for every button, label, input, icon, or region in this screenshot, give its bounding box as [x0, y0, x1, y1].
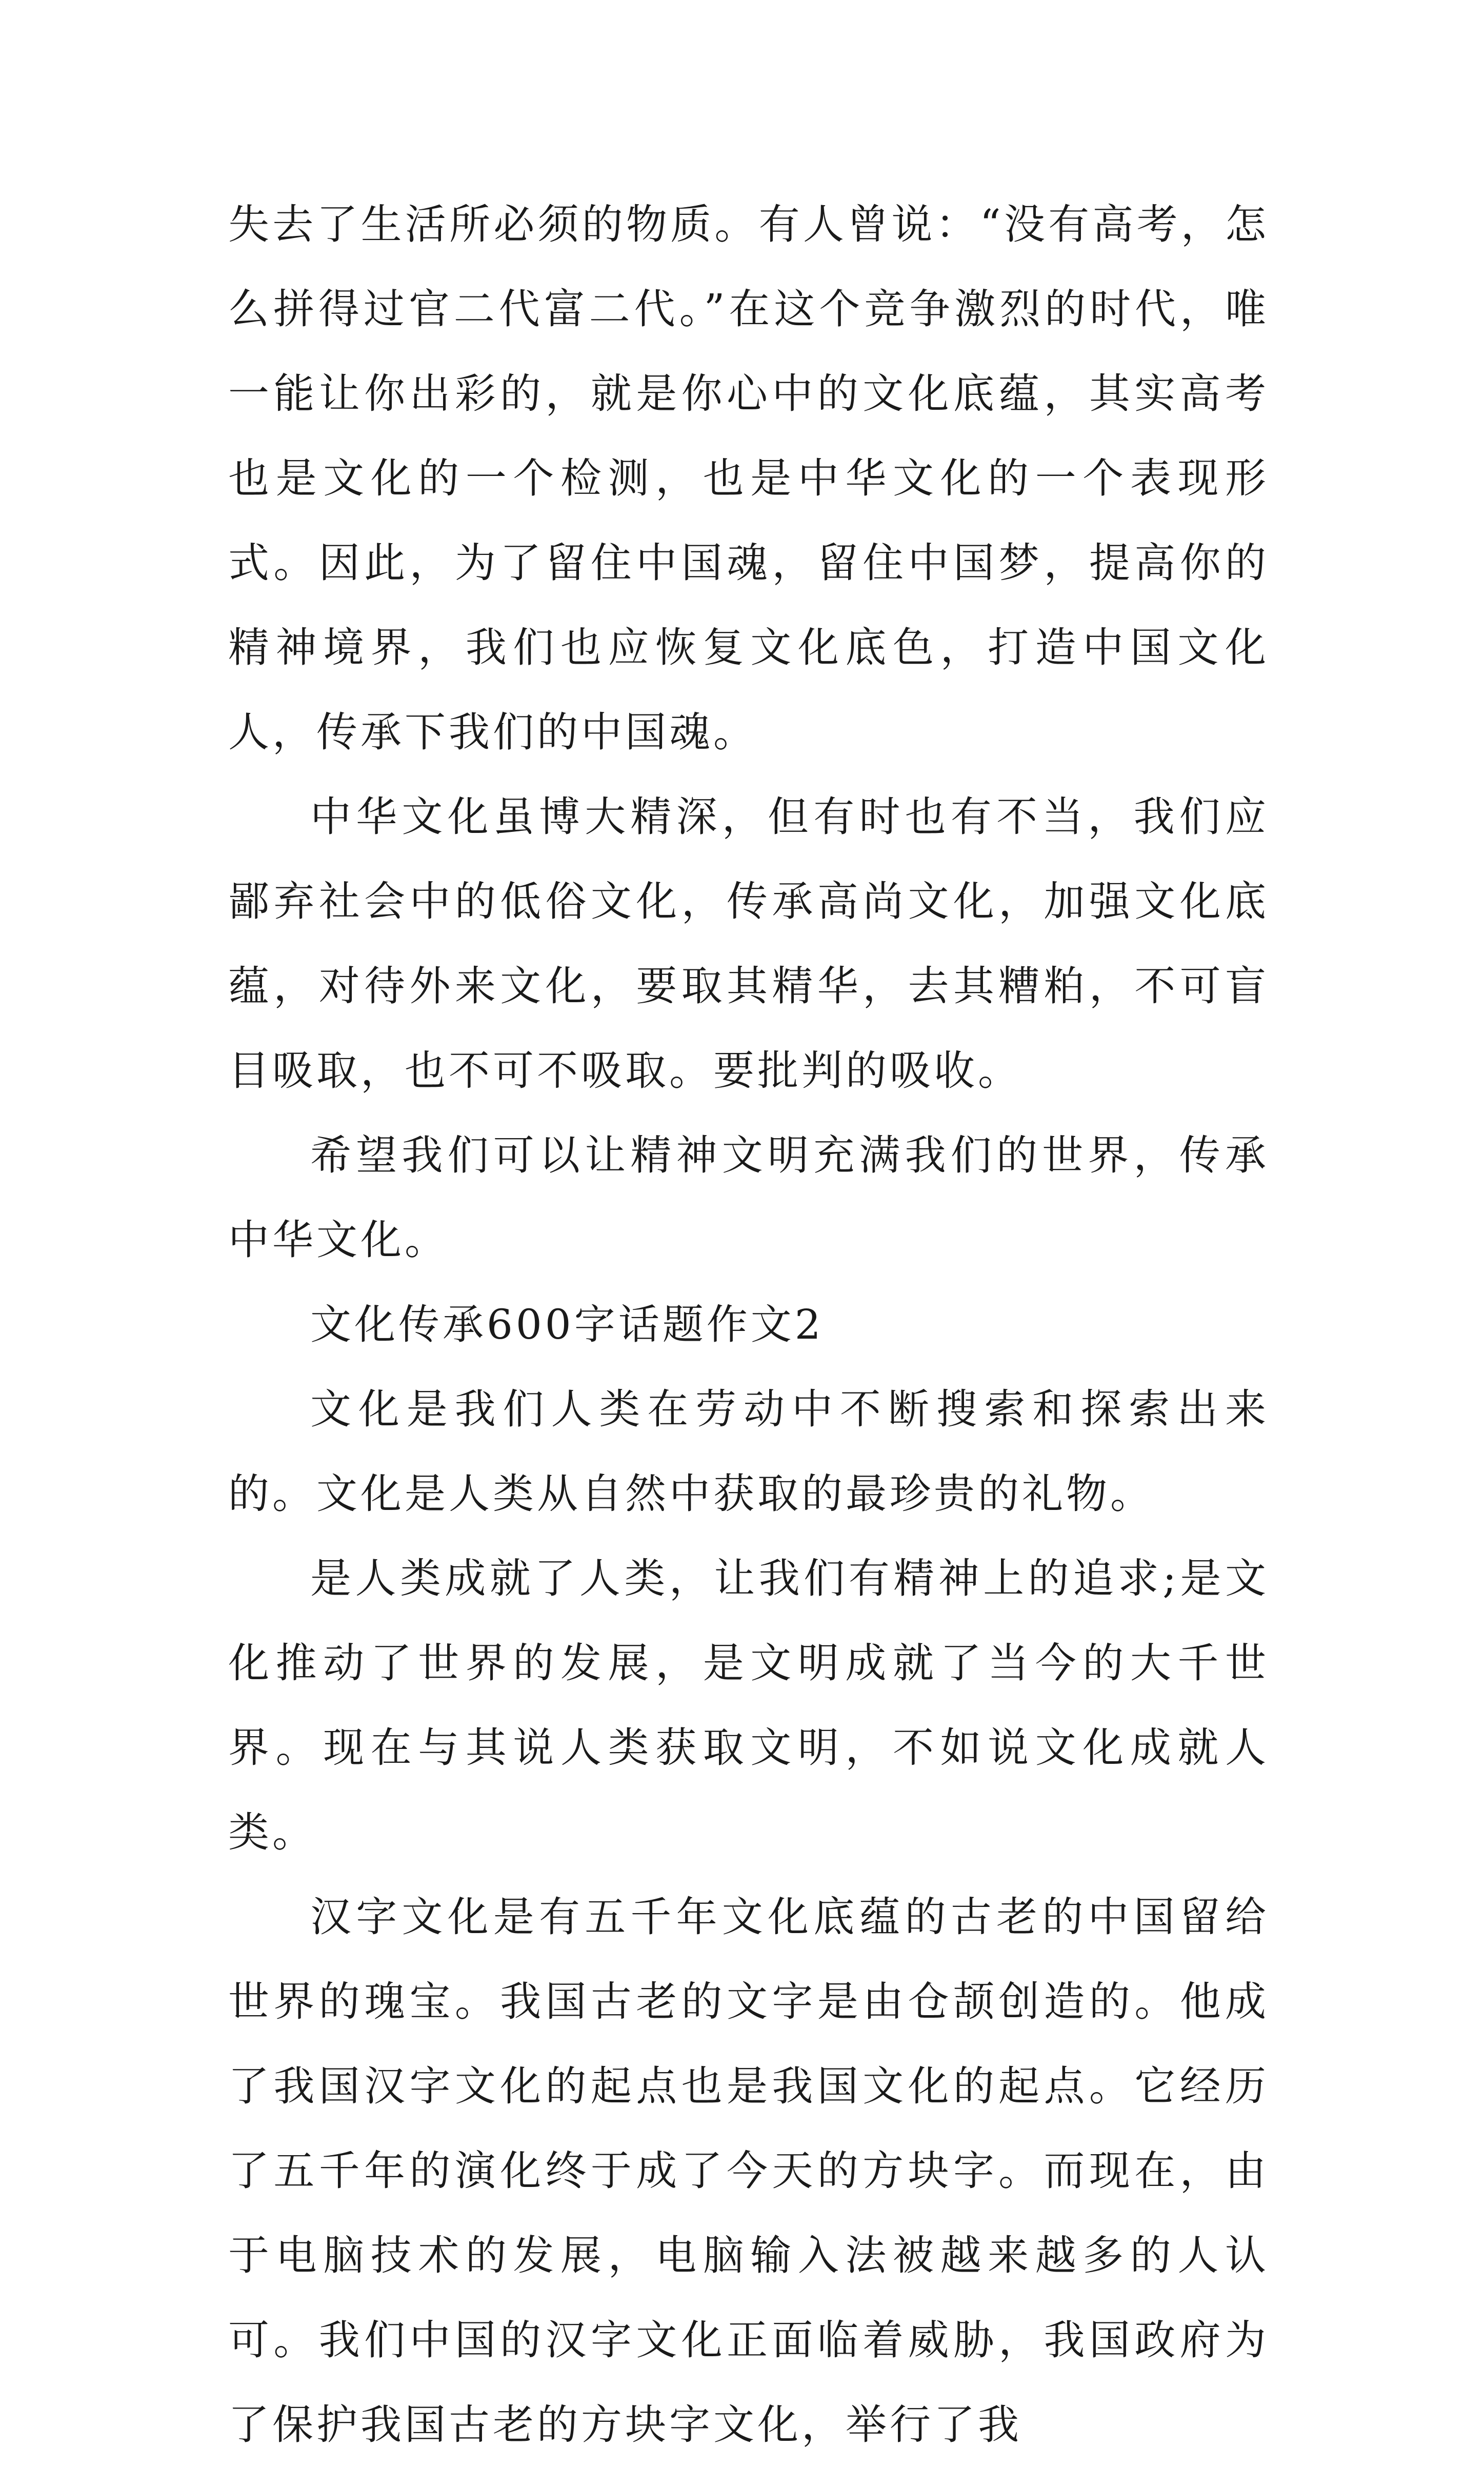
paragraph-4: 文化是我们人类在劳动中不断搜索和探索出来的。文化是人类从自然中获取的最珍贵的礼物。	[228, 1385, 1269, 1518]
section-heading: 文化传承600字话题作文2	[310, 1301, 824, 1348]
paragraph-5: 是人类成就了人类，让我们有精神上的追求;是文化推动了世界的发展，是文明成就了当今的大千世界。现在与其说人类获取文明，不如说文化成就人类。	[228, 1555, 1269, 1856]
paragraph-2: 中华文化虽博大精深，但有时也有不当，我们应鄙弃社会中的低俗文化，传承高尚文化，加强文化底蕴，对待外来文化，要取其精华，去其糟粕，不可盲目吸取，也不可不吸取。要批判的吸收。	[228, 793, 1269, 1095]
paragraph-6: 汉字文化是有五千年文化底蕴的古老的中国留给世界的瑰宝。我国古老的文字是由仓颉创造的。他成了我国汉字文化的起点也是我国文化的起点。它经历了五千年的演化终于成了今天的方块字。而现在，由于电脑技术的发展，电脑输入法被越来越多的人认可。我们中国的汉字文化正面临着威胁，我国政府为了保护我国古老的方块字文化，举行了我	[228, 1893, 1269, 2449]
document-body	[228, 182, 1269, 2467]
paragraph-1: 失去了生活所必须的物质。有人曾说：“没有高考，怎么拼得过官二代富二代。”在这个竞争激烈的时代，唯一能让你出彩的，就是你心中的文化底蕴，其实高考也是文化的一个检测，也是中华文化的一个表现形式。因此，为了留住中国魂，留住中国梦，提高你的精神境界，我们也应恢复文化底色，打造中国文化人，传承下我们的中国魂。	[228, 201, 1269, 756]
paragraph-3: 希望我们可以让精神文明充满我们的世界，传承中华文化。	[228, 1131, 1269, 1264]
